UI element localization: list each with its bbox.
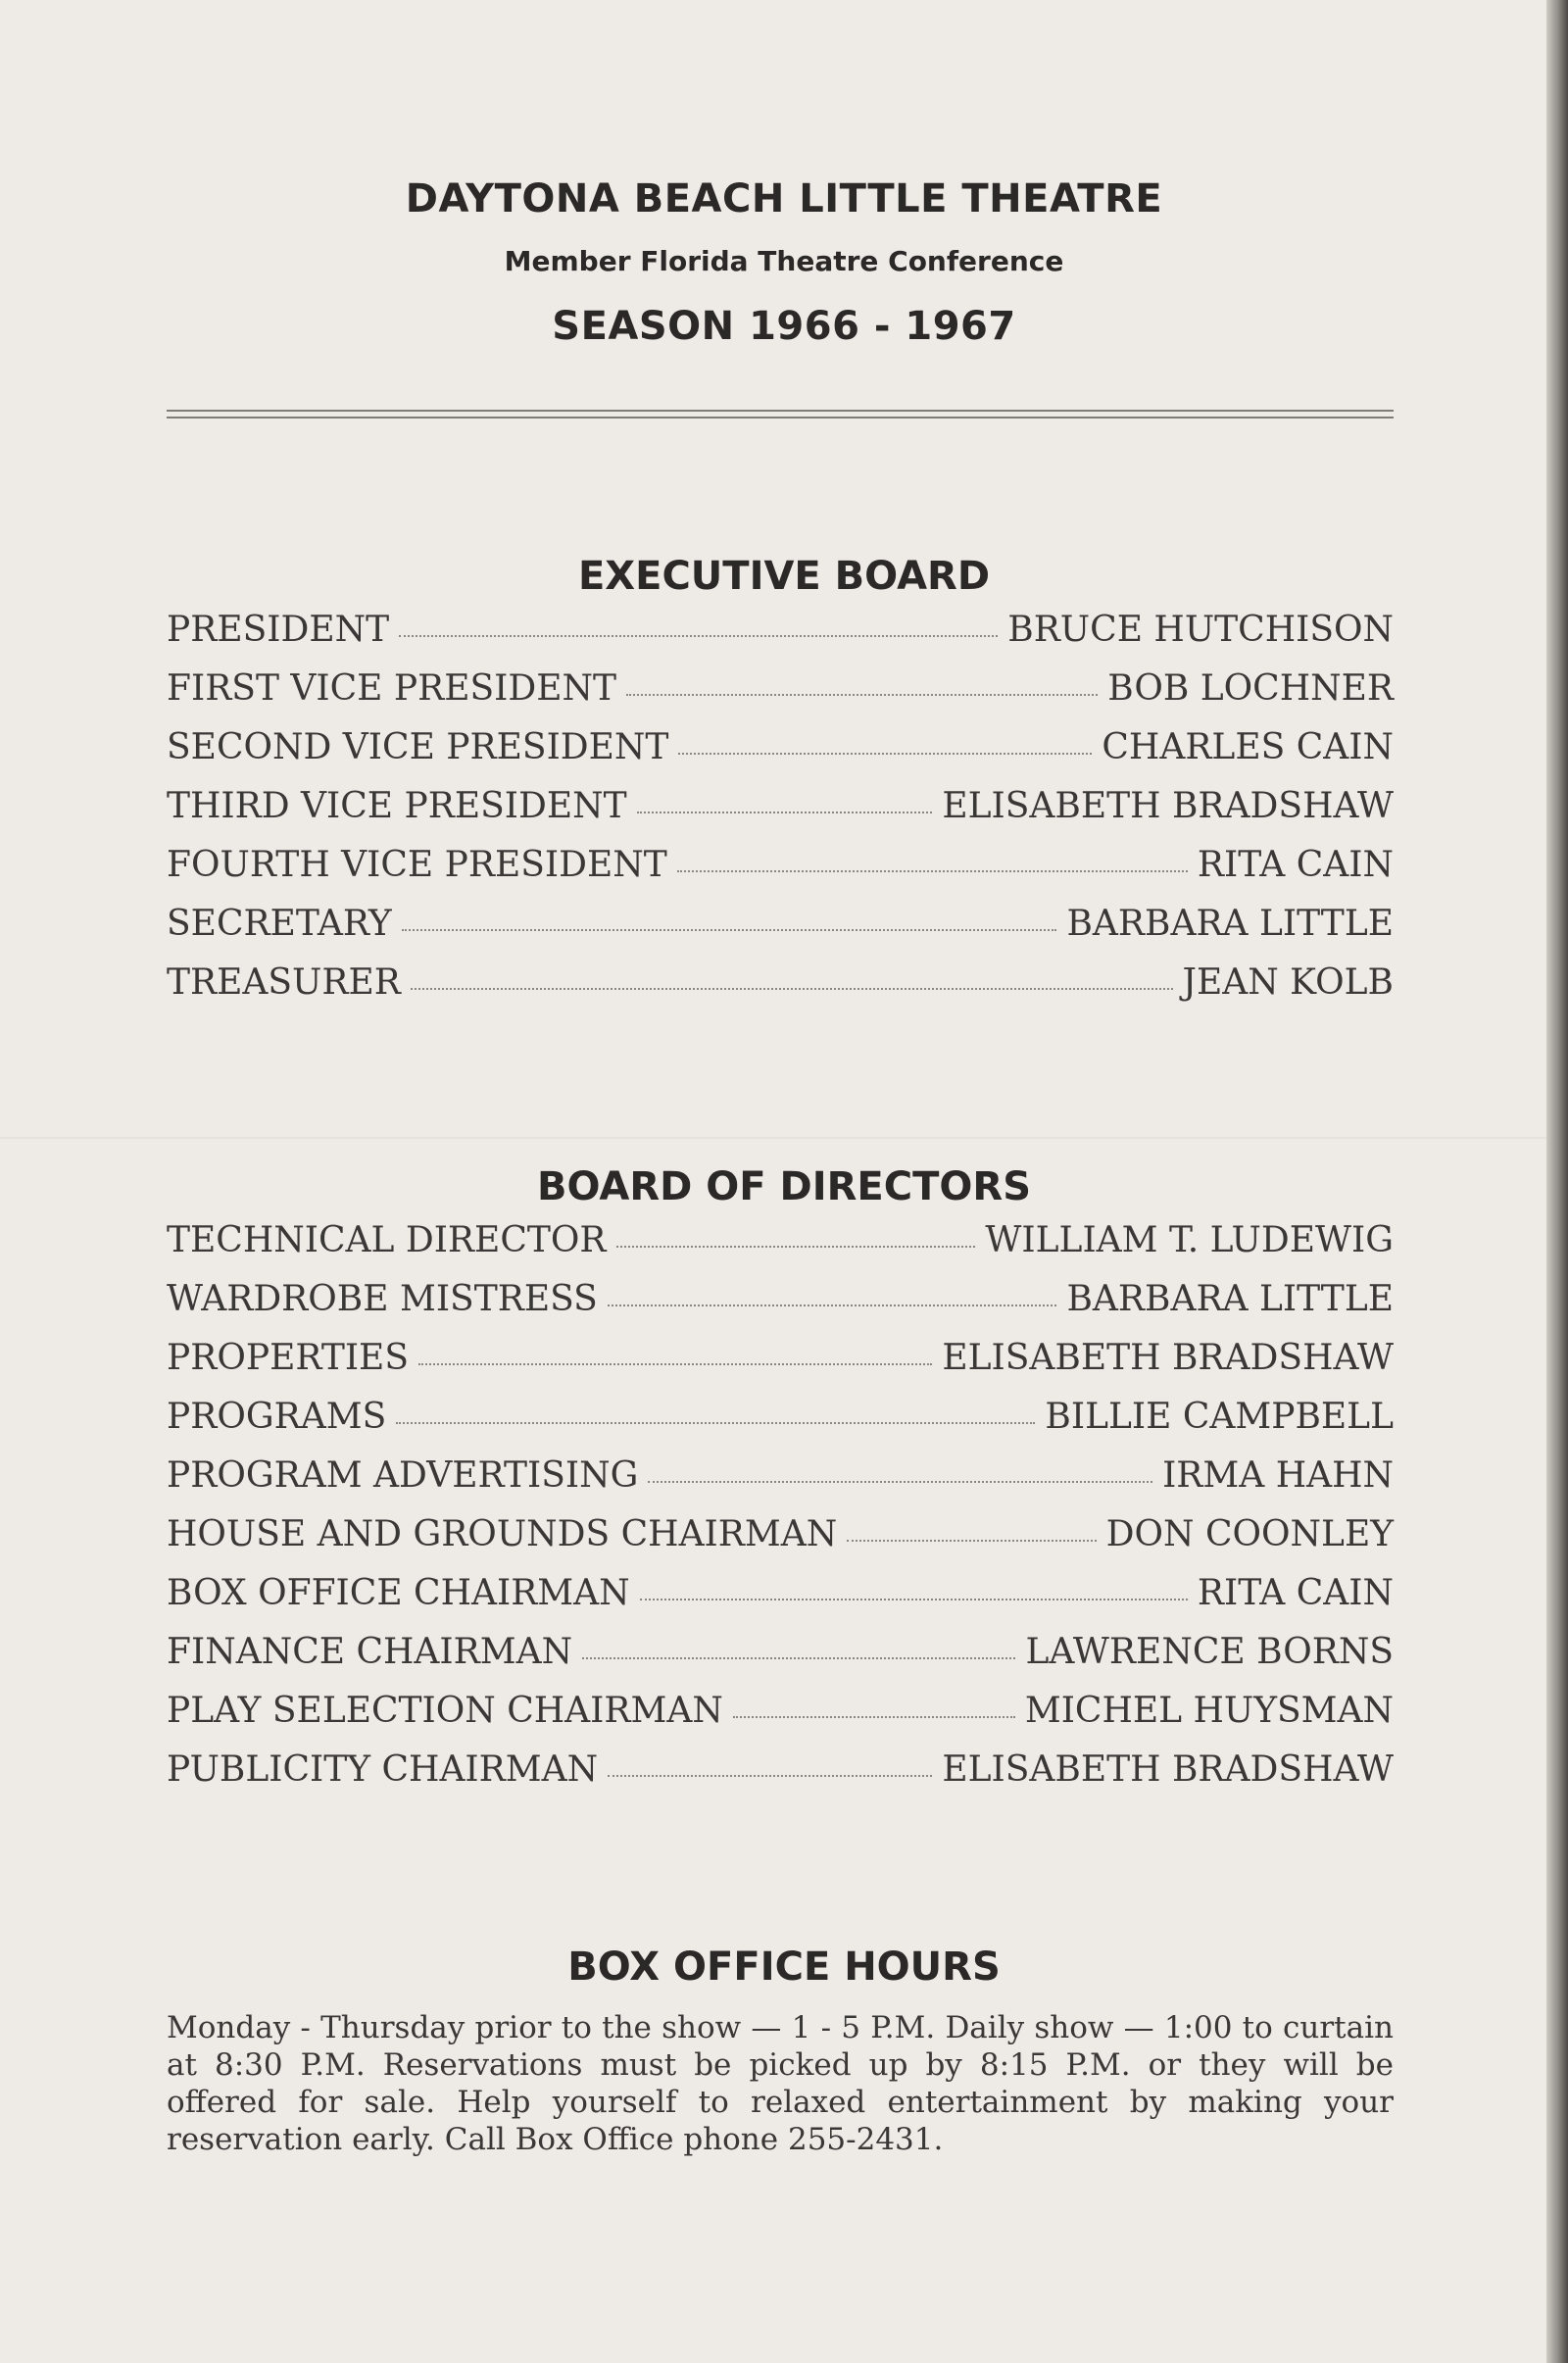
- officer-name: WILLIAM T. LUDEWIG: [985, 1220, 1394, 1260]
- officer-name: LAWRENCE BORNS: [1025, 1632, 1394, 1672]
- dot-leader: [677, 869, 1188, 872]
- officer-role: TECHNICAL DIRECTOR: [167, 1220, 607, 1260]
- dot-leader: [396, 1421, 1035, 1424]
- executive-board-heading: EXECUTIVE BOARD: [577, 554, 991, 599]
- officer-row: [167, 610, 1394, 668]
- officer-row: [167, 1632, 1394, 1691]
- officer-row: [167, 668, 1394, 727]
- officer-row: [167, 1338, 1394, 1397]
- officer-role: BOX OFFICE CHAIRMAN: [167, 1573, 630, 1613]
- officer-name: BARBARA LITTLE: [1066, 1279, 1394, 1319]
- officer-role: HOUSE AND GROUNDS CHAIRMAN: [167, 1514, 838, 1554]
- officer-name: ELISABETH BRADSHAW: [942, 786, 1394, 826]
- officer-role: WARDROBE MISTRESS: [167, 1279, 598, 1319]
- dot-leader: [616, 1245, 976, 1248]
- paper-fold: [0, 1137, 1546, 1139]
- officer-name: BOB LOCHNER: [1107, 668, 1394, 709]
- officer-name: JEAN KOLB: [1182, 962, 1394, 1003]
- officer-role: PUBLICITY CHAIRMAN: [167, 1749, 599, 1790]
- page-edge-shadow: [1546, 0, 1568, 2363]
- officer-row: [167, 845, 1394, 904]
- officer-name: BARBARA LITTLE: [1066, 904, 1394, 944]
- theatre-name: DAYTONA BEACH LITTLE THEATRE: [405, 176, 1163, 222]
- officer-row: [167, 1514, 1394, 1573]
- header-rule-bottom: [167, 417, 1394, 418]
- dot-leader: [399, 634, 998, 637]
- officer-role: THIRD VICE PRESIDENT: [167, 786, 627, 826]
- officer-row: [167, 1573, 1394, 1632]
- officer-name: IRMA HAHN: [1162, 1455, 1394, 1496]
- dot-leader: [411, 987, 1173, 990]
- dot-leader: [733, 1715, 1015, 1718]
- officer-row: [167, 962, 1394, 1021]
- program-header: [0, 172, 1546, 354]
- officer-name: BRUCE HUTCHISON: [1007, 610, 1394, 650]
- officer-row: [167, 904, 1394, 962]
- officer-name: DON COONLEY: [1105, 1514, 1394, 1554]
- officer-row: [167, 1691, 1394, 1749]
- officer-role: FINANCE CHAIRMAN: [167, 1632, 573, 1672]
- dot-leader: [640, 1598, 1188, 1600]
- dot-leader: [402, 928, 1057, 931]
- officer-row: [167, 1749, 1394, 1808]
- officer-row: [167, 1455, 1394, 1514]
- dot-leader: [608, 1304, 1057, 1306]
- officer-role: SECRETARY: [167, 904, 392, 944]
- officer-row: [167, 727, 1394, 786]
- officer-name: RITA CAIN: [1197, 845, 1394, 885]
- officer-row: [167, 786, 1394, 845]
- dot-leader: [608, 1774, 932, 1777]
- officer-role: TREASURER: [167, 962, 401, 1003]
- officer-role: PROGRAM ADVERTISING: [167, 1455, 639, 1496]
- dot-leader: [582, 1656, 1015, 1659]
- officer-role: FOURTH VICE PRESIDENT: [167, 845, 667, 885]
- officer-role: SECOND VICE PRESIDENT: [167, 727, 669, 767]
- officer-name: ELISABETH BRADSHAW: [942, 1338, 1394, 1378]
- dot-leader: [678, 752, 1092, 755]
- dot-leader: [418, 1362, 932, 1365]
- officer-role: PROPERTIES: [167, 1338, 409, 1378]
- officer-role: PLAY SELECTION CHAIRMAN: [167, 1691, 723, 1731]
- dot-leader: [637, 811, 933, 813]
- officer-role: PROGRAMS: [167, 1397, 387, 1437]
- header-rule-top: [167, 410, 1394, 412]
- officer-row: [167, 1220, 1394, 1279]
- officer-name: RITA CAIN: [1197, 1573, 1394, 1613]
- season-line: SEASON 1966 - 1967: [552, 304, 1016, 349]
- dot-leader: [648, 1480, 1152, 1483]
- officer-name: BILLIE CAMPBELL: [1045, 1397, 1394, 1437]
- executive-board-list: [167, 610, 1394, 1021]
- dot-leader: [626, 693, 1098, 696]
- officer-name: ELISABETH BRADSHAW: [942, 1749, 1394, 1790]
- box-office-hours-heading: BOX OFFICE HOURS: [567, 1945, 1001, 1990]
- board-of-directors-heading: BOARD OF DIRECTORS: [536, 1164, 1032, 1209]
- officer-role: FIRST VICE PRESIDENT: [167, 668, 617, 709]
- officer-role: PRESIDENT: [167, 610, 390, 650]
- officer-row: [167, 1279, 1394, 1338]
- dot-leader: [847, 1539, 1096, 1542]
- membership-line: Member Florida Theatre Conference: [504, 245, 1064, 277]
- officer-name: CHARLES CAIN: [1102, 727, 1394, 767]
- officer-name: MICHEL HUYSMAN: [1024, 1691, 1394, 1731]
- officer-row: [167, 1397, 1394, 1455]
- board-of-directors-list: [167, 1220, 1394, 1808]
- box-office-hours-text: Monday - Thursday prior to the show — 1 - 5 P.M. Daily show — 1:00 to curtain at 8:30 P.M. Reservations must be picked up by 8:15 P.M. or they will be offered for sale. Help yourself to relaxed entertainment by making your reservation early. Call Box Office phone 255-2431.: [167, 2010, 1394, 2157]
